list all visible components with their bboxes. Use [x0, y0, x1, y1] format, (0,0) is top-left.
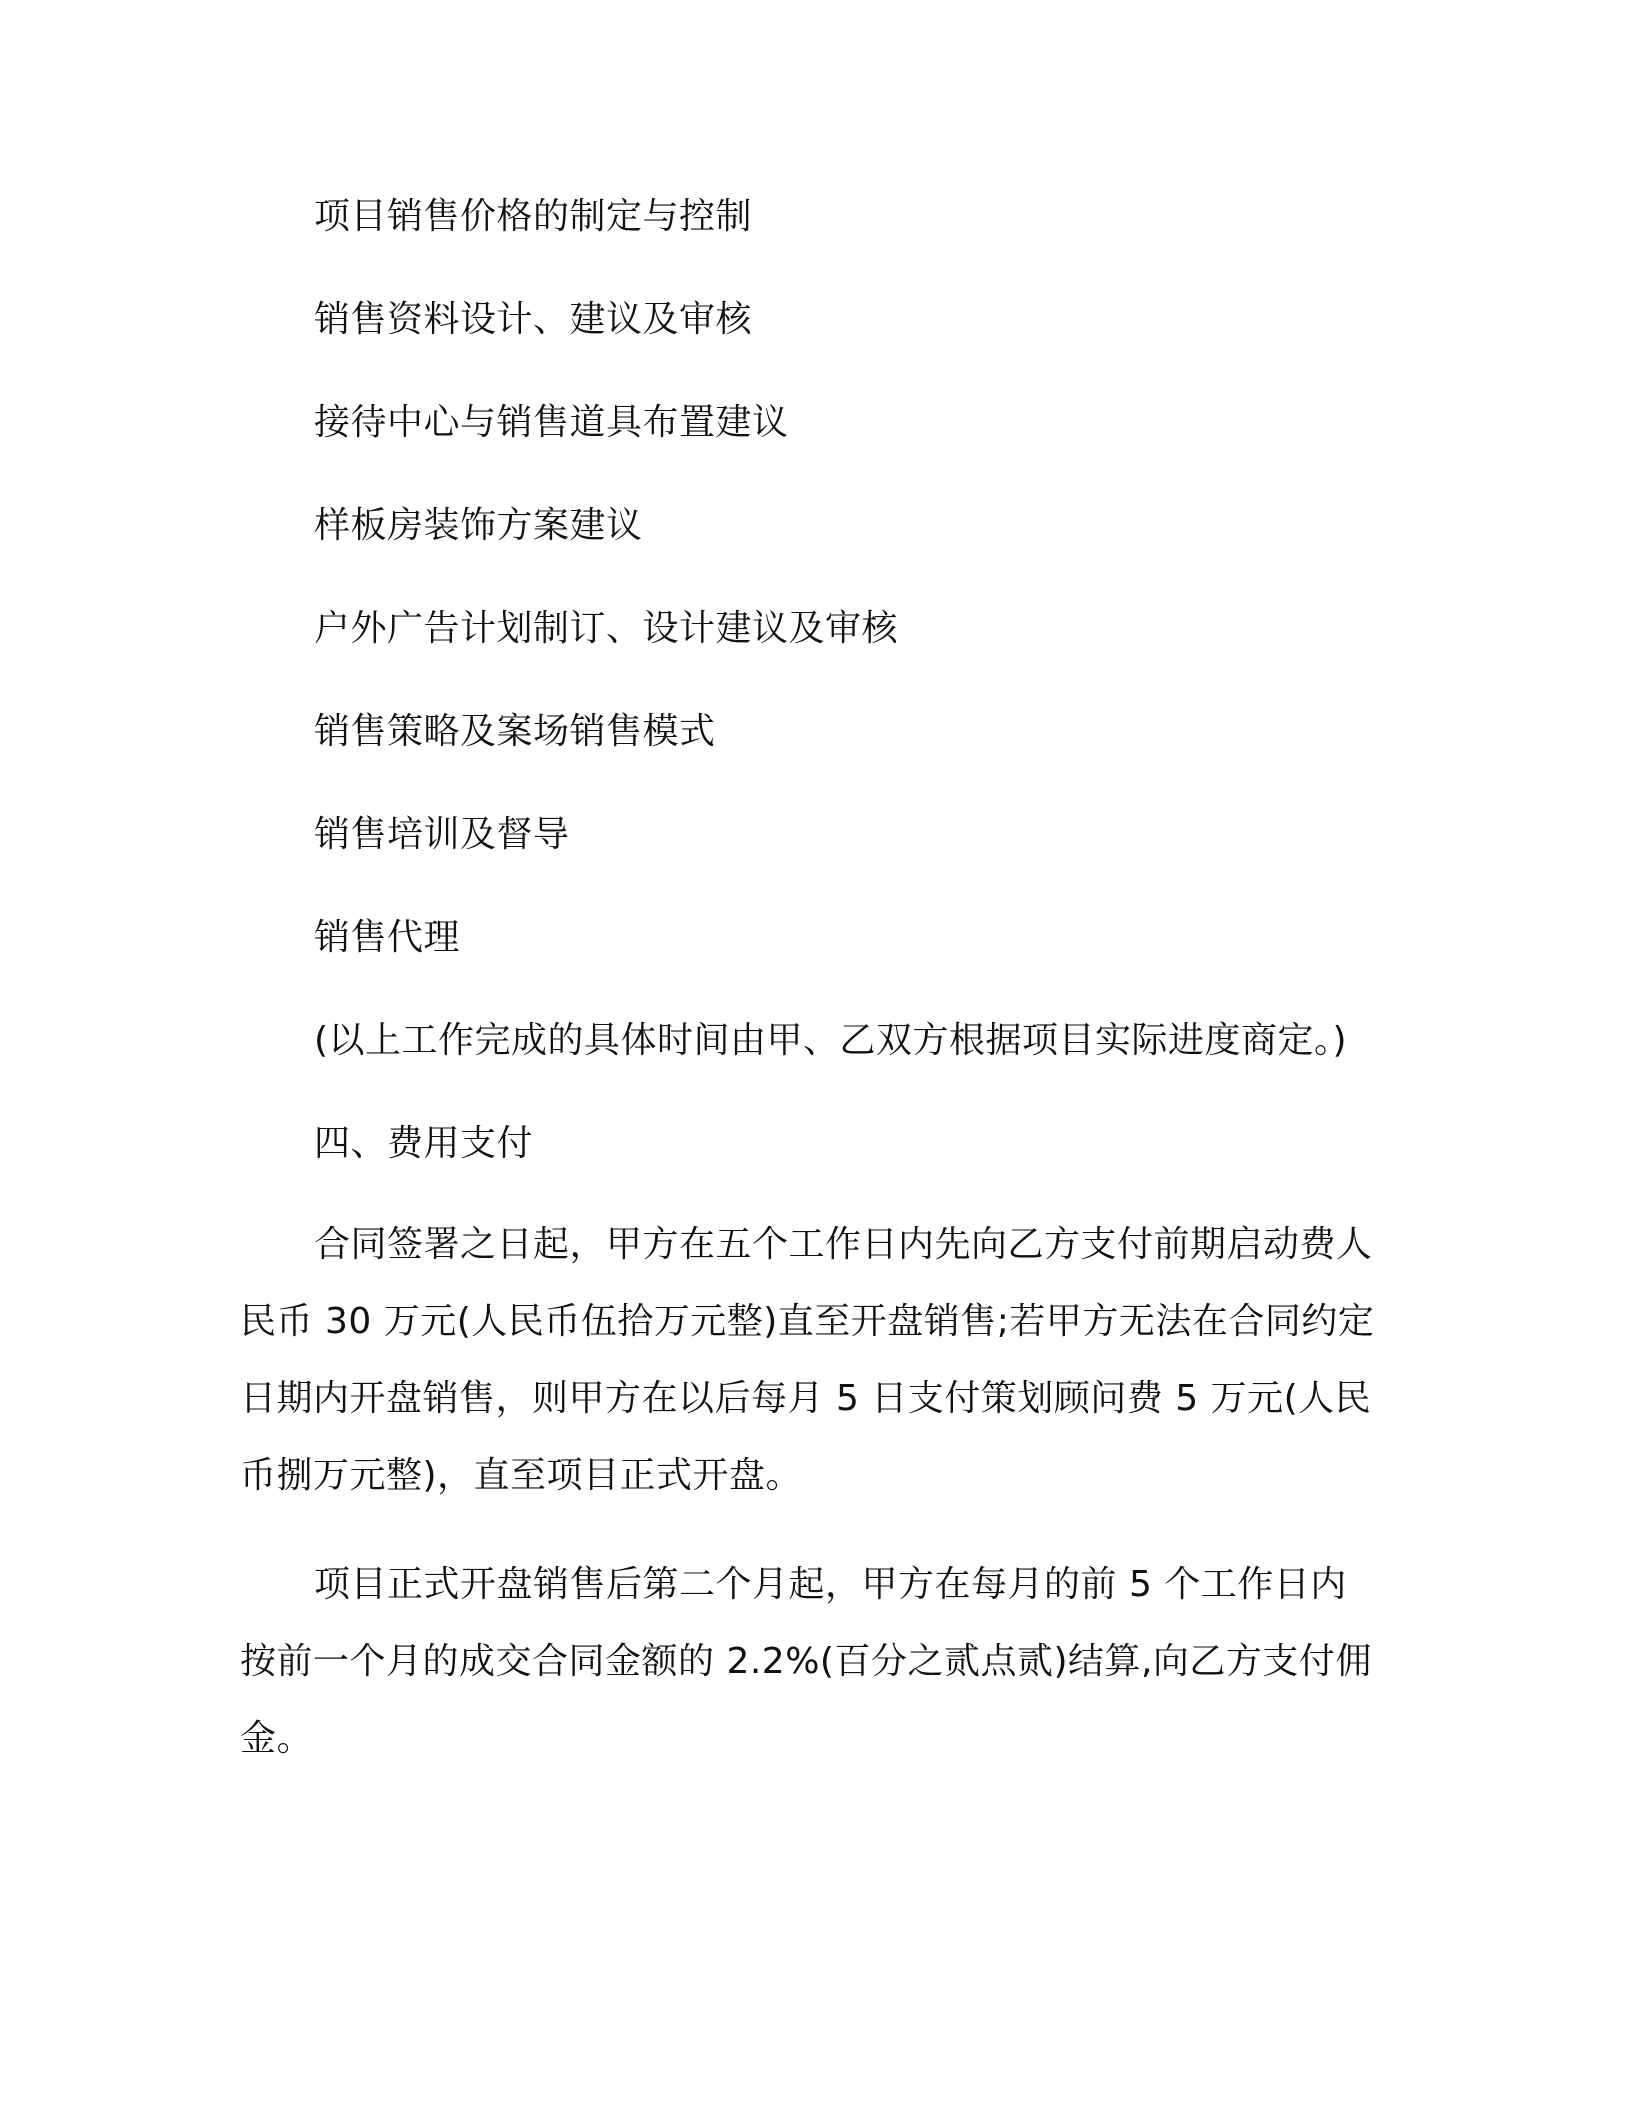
list-item: 销售培训及督导 [314, 814, 570, 855]
paragraph-payment-commission: 项目正式开盘销售后第二个月起，甲方在每月的前 5 个工作日内按前一个月的成交合同金额的 2.2%(百分之贰点贰)结算,向乙方支付佣金。 [240, 1564, 1372, 1759]
list-item: 销售资料设计、建议及审核 [314, 299, 753, 340]
list-item: 销售策略及案场销售模式 [314, 711, 716, 752]
paragraph-payment-startup: 合同签署之日起，甲方在五个工作日内先向乙方支付前期启动费人民币 30 万元(人民币伍拾万元整)直至开盘销售;若甲方无法在合同约定日期内开盘销售，则甲方在以后每月 5 日支付策划顾问费 5 万元(人民币捌万元整)，直至项目正式开盘。 [240, 1224, 1375, 1496]
note-text: (以上工作完成的具体时间由甲、乙双方根据项目实际进度商定。) [314, 1020, 1348, 1061]
list-item: 销售代理 [314, 917, 461, 958]
list-item: 户外广告计划制订、设计建议及审核 [314, 608, 899, 649]
list-item: 样板房装饰方案建议 [314, 505, 643, 546]
list-item: 项目销售价格的制定与控制 [314, 196, 753, 237]
list-item: 接待中心与销售道具布置建议 [314, 402, 789, 443]
section-heading: 四、费用支付 [314, 1123, 534, 1164]
